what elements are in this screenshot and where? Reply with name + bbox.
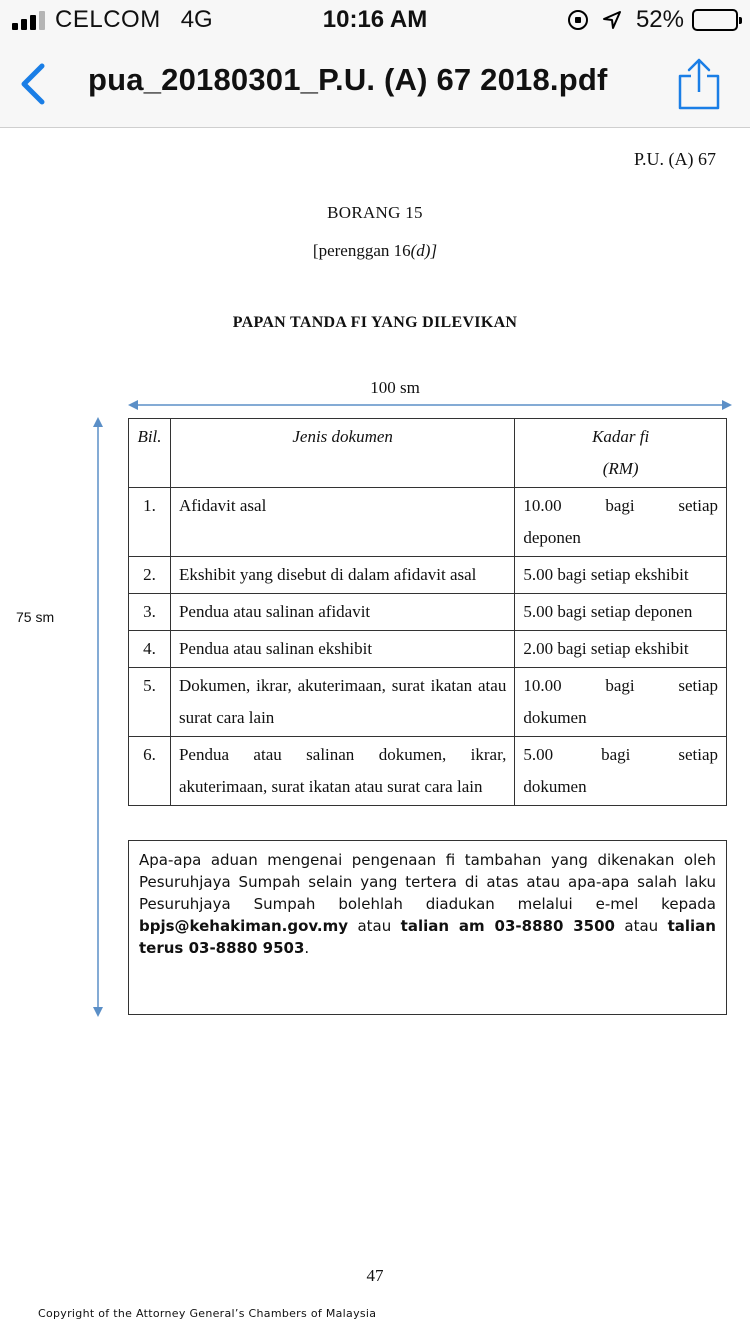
document-type-cell: Pendua atau salinan dokumen, ikrar, akuterimaan, surat ikatan atau surat cara lain [170,737,514,806]
pu-reference: P.U. (A) 67 [633,149,716,169]
header-kadar-line1: Kadar fi [592,427,650,446]
fee-rate-line: 10.00 bagi setiap [523,676,718,695]
document-heading: PAPAN TANDA FI YANG DILEVIKAN [232,314,518,331]
header-kadar [515,419,727,488]
document-type-cell: Pendua atau salinan afidavit [170,594,514,631]
notice-or-2: atau [615,917,668,935]
notice-direct-line: talian terus 03-8880 9503 [139,917,716,957]
page-number: 47 [366,1266,384,1285]
fee-rate-cell [515,488,727,557]
share-button[interactable] [676,56,722,112]
header-kadar-line2: (RM) [602,459,639,478]
chevron-left-icon [24,66,42,102]
table-row [129,631,727,668]
fee-rate-line: 5.00 bagi setiap ekshibit [523,565,689,584]
fee-rate-line-cont: deponen [523,528,581,547]
document-type-cell: Ekshibit yang disebut di dalam afidavit asal [170,557,514,594]
table-row [129,594,727,631]
copyright-footer: Copyright of the Attorney General’s Chambers of Malaysia [38,1307,377,1320]
paragraph-ref-prefix: [perenggan 16 [312,241,411,260]
fee-rate-cell [515,668,727,737]
row-number: 1. [129,488,171,557]
document-type-cell: Dokumen, ikrar, akuterimaan, surat ikatan atau surat cara lain [170,668,514,737]
orientation-lock-icon [568,10,588,30]
fee-rate-cell [515,737,727,806]
notice-email: bpjs@kehakiman.gov.my [139,917,349,935]
fee-rate-cell [515,557,727,594]
width-dimension-label: 100 sm [370,378,420,397]
fee-rate-line: 10.00 bagi setiap [523,496,718,515]
battery-percent: 52% [635,6,684,33]
back-button[interactable] [14,60,50,108]
row-number: 4. [129,631,171,668]
paragraph-ref-suffix: ] [430,241,438,260]
document-title: pua_20180301_P.U. (A) 67 2018.pdf [88,62,608,97]
table-row [129,737,727,806]
fee-rate-cell [515,631,727,668]
paragraph-reference [0,241,750,261]
location-arrow-icon [602,10,622,30]
table-row [129,557,727,594]
row-number: 6. [129,737,171,806]
fee-rate-line-cont: dokumen [523,708,587,727]
table-header-row [129,419,727,488]
fee-rate-line: 2.00 bagi setiap ekshibit [523,639,689,658]
document-type-cell: Pendua atau salinan ekshibit [170,631,514,668]
row-number: 3. [129,594,171,631]
fee-rate-line-cont: dokumen [523,777,587,796]
notice-or-1: atau [348,917,401,935]
notice-text: Apa-apa aduan mengenai pengenaan fi tambahan yang dikenakan oleh Pesuruhjaya Sumpah selain yang tertera di atas atau apa-apa salah laku Pesuruhjaya Sumpah bolehlah diadukan melalui e-mel kepada [139,851,716,913]
notice-end: . [304,939,310,957]
fee-rate-cell [515,594,727,631]
status-time: 10:16 AM [322,6,428,33]
fee-table [128,418,727,806]
header-bil: Bil. [129,419,171,488]
battery-icon [692,9,738,31]
header-jenis: Jenis dokumen [170,419,514,488]
carrier-name: CELCOM [55,6,161,33]
fee-rate-line: 5.00 bagi setiap deponen [523,602,693,621]
status-right [568,6,738,34]
document-type-cell: Afidavit asal [170,488,514,557]
paragraph-ref-letter: (d) [410,241,431,260]
row-number: 2. [129,557,171,594]
height-dimension-arrow [88,417,108,1017]
notice-general-line: talian am 03-8880 3500 [400,917,615,935]
nav-bar [0,40,750,128]
table-row [129,668,727,737]
status-bar [0,0,750,40]
row-number: 5. [129,668,171,737]
width-dimension-arrow [128,395,732,415]
pdf-page[interactable] [0,129,750,1334]
form-number: BORANG 15 [327,203,423,222]
height-dimension-label: 75 sm [16,609,55,625]
table-row [129,488,727,557]
complaint-notice [128,840,727,1015]
network-type: 4G [180,6,213,33]
fee-rate-line: 5.00 bagi setiap [523,745,718,764]
share-icon [680,60,718,108]
